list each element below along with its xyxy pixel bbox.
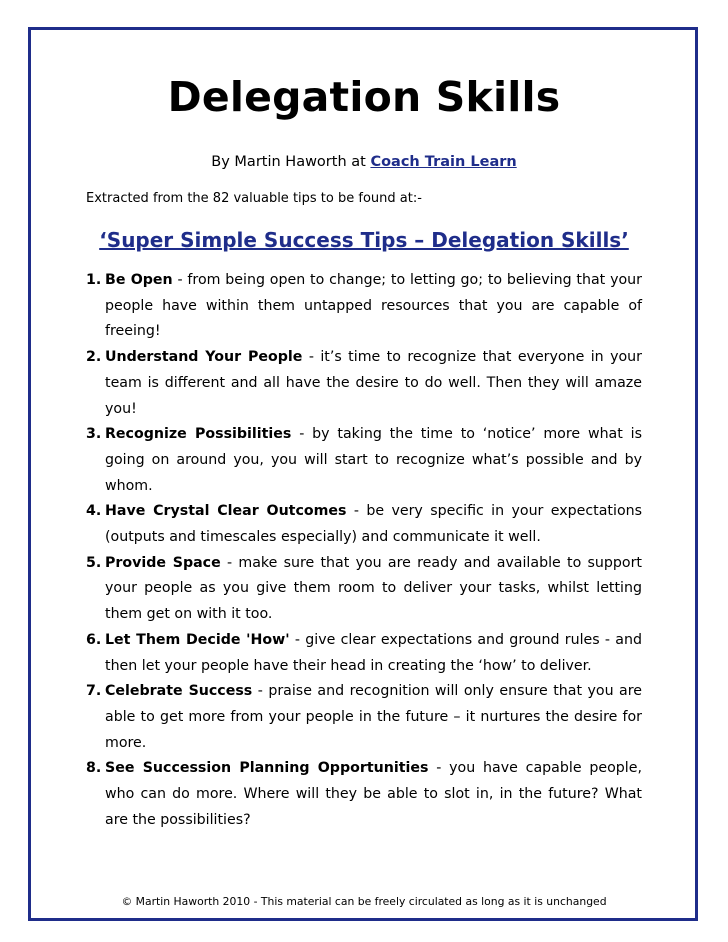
- tip-text: - by taking the time to ‘notice’ more what is going on around you, you will start to recognize what’s possible and by whom.: [105, 426, 642, 494]
- list-item: [86, 628, 642, 679]
- tips-list: [86, 268, 642, 833]
- tip-number: 3.: [86, 426, 102, 443]
- tip-number: 2.: [86, 349, 102, 366]
- tip-number: 6.: [86, 631, 102, 648]
- tips-collection-link[interactable]: ‘Super Simple Success Tips – Delegation Skills’: [99, 228, 629, 252]
- list-item: [86, 422, 642, 499]
- tip-heading: Provide Space: [105, 554, 221, 571]
- tip-heading: See Succession Planning Opportunities: [105, 760, 429, 777]
- list-item: [86, 345, 642, 422]
- tip-text: - it’s time to recognize that everyone in your team is different and all have the desire to do well. Then they will amaze you!: [105, 349, 642, 417]
- byline-prefix: By Martin Haworth at: [211, 154, 371, 170]
- tip-text: - make sure that you are ready and available to support your people as you give them room to deliver your tasks, whilst letting them get on with it too.: [105, 554, 642, 623]
- list-item: [86, 551, 642, 628]
- list-item: [86, 268, 642, 345]
- tip-heading: Recognize Possibilities: [105, 426, 292, 443]
- tip-text: - praise and recognition will only ensure that you are able to get more from your people in the future – it nurtures the desire for more.: [105, 683, 643, 751]
- coach-train-learn-link[interactable]: Coach Train Learn: [370, 154, 517, 170]
- tip-text: - from being open to change; to letting go; to believing that your people have within them untapped resources that you are capable of freeing!: [105, 272, 642, 340]
- tip-text: - be very specific in your expectations (outputs and timescales especially) and communicate it well.: [105, 503, 643, 546]
- author-byline: [0, 152, 728, 172]
- tip-heading: Be Open: [105, 272, 173, 288]
- list-item: [86, 679, 642, 756]
- copyright-footer: © Martin Haworth 2010 - This material can be freely circulated as long as it is unchanged: [121, 895, 607, 908]
- page-title: Delegation Skills: [167, 73, 561, 121]
- tip-number: 8.: [86, 760, 102, 777]
- tip-text: - you have capable people, who can do more. Where will they be able to slot in, in the future? What are the possibilities?: [105, 760, 642, 828]
- tip-text: - give clear expectations and ground rules - and then let your people have their head in creating the ‘how’ to deliver.: [105, 631, 643, 674]
- tip-heading: Let Them Decide 'How': [105, 631, 290, 648]
- tip-heading: Understand Your People: [105, 349, 303, 366]
- tip-number: 5.: [86, 554, 102, 571]
- list-item: [86, 756, 642, 833]
- tip-number: 1.: [86, 272, 102, 288]
- tip-heading: Celebrate Success: [105, 683, 253, 700]
- tip-number: 7.: [86, 683, 102, 700]
- tip-number: 4.: [86, 503, 102, 520]
- extract-note: Extracted from the 82 valuable tips to be found at:-: [86, 191, 422, 206]
- list-item: [86, 499, 642, 550]
- tip-heading: Have Crystal Clear Outcomes: [105, 503, 347, 520]
